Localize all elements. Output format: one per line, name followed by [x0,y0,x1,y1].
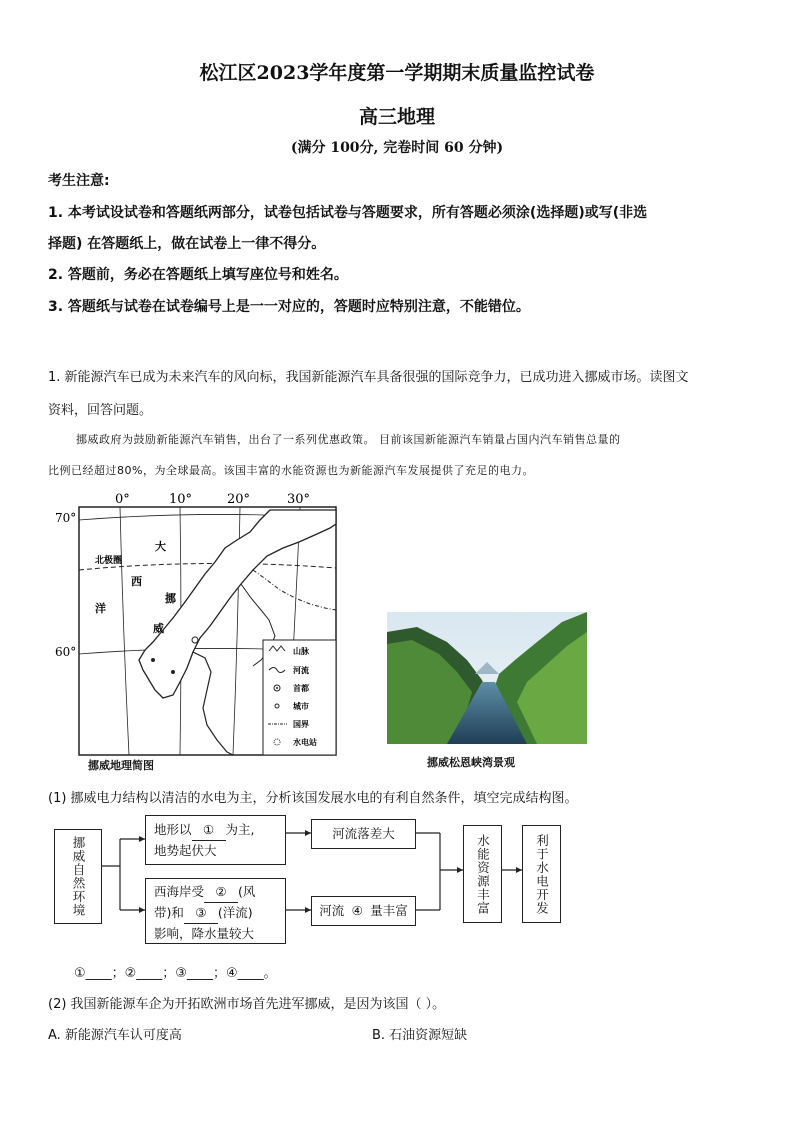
legend-capital: 首都 [293,684,309,693]
diagram-root-text: 挪威自然环境 [71,836,86,917]
map-caption: 挪威地理简图 [88,759,154,772]
climate-mid3: (洋流) [217,905,253,920]
lat-label-60: 60° [55,645,77,659]
exam-title: 松江区2023学年度第一学期期末质量监控试卷 [199,62,595,84]
diagram-terrain-box [145,815,286,865]
notice-heading: 考生注意: [48,173,110,189]
diagram-climate-box [145,878,286,944]
country-char-2: 威 [153,622,164,635]
legend-city: 城市 [293,702,309,711]
answer-line[interactable]: ①____；②____；③____；④____。 [74,966,277,981]
legend-river: 河流 [293,666,309,675]
lat-label-70: 70° [55,511,77,525]
lon-label-0: 0° [115,492,130,507]
terrain-pre: 地形以 [154,822,192,837]
flow-post: 量丰富 [370,903,408,918]
terrain-line2: 地势起伏大 [154,843,217,858]
ocean-char-3: 洋 [95,602,106,615]
blank-3[interactable]: ③ [184,903,218,924]
flow-pre: 河流 [319,903,345,918]
q1-stem-a: 1. 新能源汽车已成为未来汽车的风向标，我国新能源汽车具备很强的国际竞争力，已成功进入挪威市场。读图文 [48,370,689,385]
terrain-post: 为主, [225,822,255,837]
q1-sub2: (2) 我国新能源车企为开拓欧洲市场首先进军挪威，是因为该国（ ）。 [48,997,446,1012]
q1-material-a: 挪威政府为鼓励新能源汽车销售，出台了一系列优惠政策。 目前该国新能源汽车销量占国内汽车销售总量的 [76,433,621,446]
option-b[interactable]: B. 石油资源短缺 [372,1028,468,1043]
diagram-root-box [54,829,102,924]
diagram-flow-box [311,896,416,926]
legend-mountain: 山脉 [293,647,309,656]
notice-line-1b: 择题) 在答题纸上，做在试卷上一律不得分。 [48,236,326,252]
q1-material-b: 比例已经超过80%，为全球最高。该国丰富的水能资源也为新能源汽车发展提供了充足的电力。 [48,464,534,477]
q1-stem-b: 资料，回答问题。 [48,403,153,418]
climate-mid2: 带)和 [154,905,184,920]
lon-label-20: 20° [227,492,251,507]
notice-line-3: 3. 答题纸与试卷在试卷编号上是一一对应的，答题时应特别注意，不能错位。 [48,299,530,315]
climate-pre: 西海岸受 [154,884,205,899]
diagram-result2-box [522,825,561,923]
ocean-char-2: 西 [131,575,142,588]
arctic-label: 北极圈 [95,556,123,566]
q1-sub1: (1) 挪威电力结构以清洁的水电为主，分析该国发展水电的有利自然条件，填空完成结构图。 [48,791,578,806]
legend-hydropower: 水电站 [293,738,317,747]
ocean-char-1: 大 [155,540,166,553]
diagram-drop-box [311,819,416,849]
climate-line3: 影响，降水量较大 [154,926,255,941]
exam-subject: 高三地理 [358,106,435,128]
notice-line-1a: 1. 本考试设试卷和答题纸两部分，试卷包括试卷与答题要求，所有答题必须涂(选择题)或写(非选 [48,205,648,221]
lon-label-10: 10° [169,492,193,507]
photo-caption: 挪威松恩峡湾景观 [427,756,515,769]
option-a[interactable]: A. 新能源汽车认可度高 [48,1028,182,1043]
legend-border: 国界 [293,720,309,729]
notice-line-2: 2. 答题前，务必在答题纸上填写座位号和姓名。 [48,267,348,283]
diagram-result1-box [463,825,502,923]
result1-text: 水能资源丰富 [475,833,491,915]
exam-info: (满分 100分, 完卷时间 60 分钟) [290,140,504,156]
blank-4[interactable]: ④ [344,897,370,926]
country-char-1: 挪 [165,592,176,605]
lon-label-30: 30° [287,492,311,507]
blank-1[interactable]: ① [192,820,226,841]
result2-text: 利于水电开发 [534,833,550,915]
drop-text: 河流落差大 [332,826,395,841]
climate-mid1: (风 [238,884,256,899]
blank-2[interactable]: ② [204,882,238,903]
